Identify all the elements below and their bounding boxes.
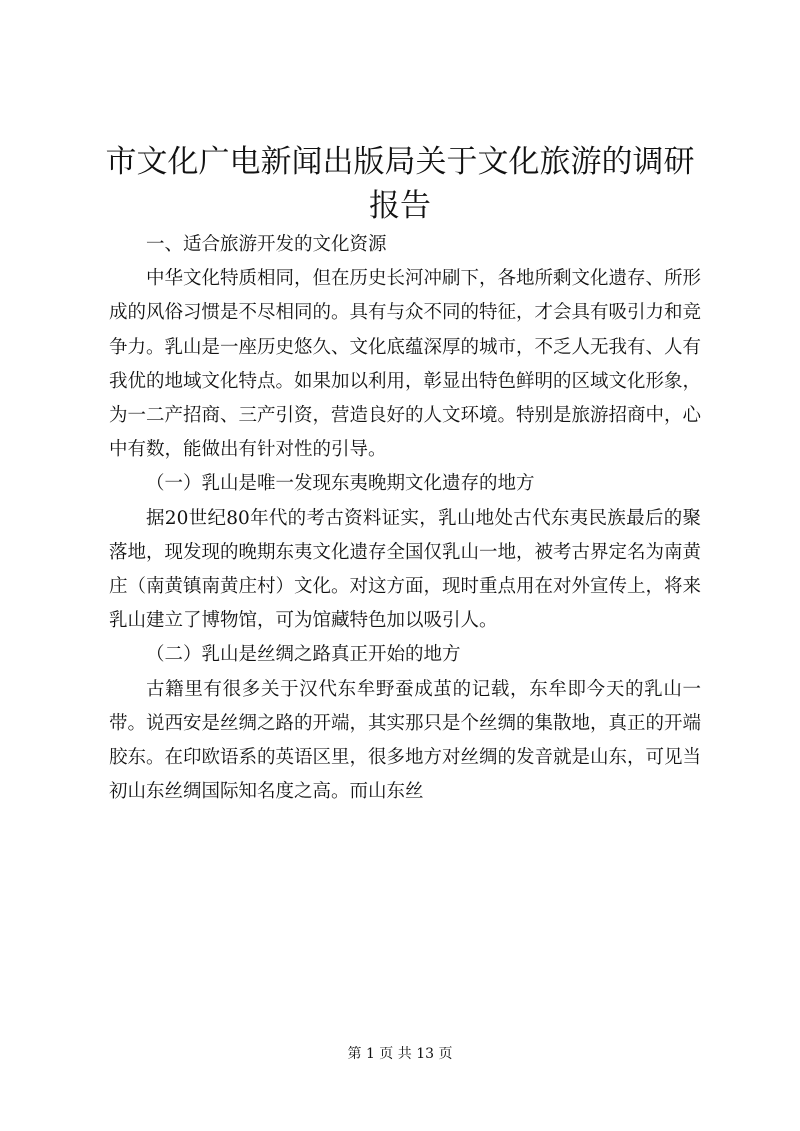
body-paragraph: 古籍里有很多关于汉代东牟野蚕成茧的记载，东牟即今天的乳山一带。说西安是丝绸之路的开端，其实那只是个丝绸的集散地，真正的开端胶东。在印欧语系的英语区里，很多地方对丝绸的发音就是山东，可见当初山东丝绸国际知名度之高。而山东丝	[109, 678, 702, 803]
page-footer: 第 1 页 共 13 页	[347, 1046, 453, 1062]
body-paragraph: 据20世纪80年代的考古资料证实，乳山地处古代东夷民族最后的聚落地，现发现的晚期东夷文化遗存全国仅乳山一地，被考古界定名为南黄庄（南黄镇南黄庄村）文化。对这方面，现时重点用在对外宣传上，将来乳山建立了博物馆，可为馆藏特色加以吸引人。	[109, 507, 702, 632]
subsection-heading-2: （二）乳山是丝绸之路真正开始的地方	[146, 644, 461, 666]
document-body	[109, 228, 701, 809]
document-title: 市文化广电新闻出版局关于文化旅游的调研报告	[105, 144, 695, 224]
body-paragraph: 中华文化特质相同，但在历史长河冲刷下，各地所剩文化遗存、所形成的风俗习惯是不尽相同的。具有与众不同的特征，才会具有吸引力和竞争力。乳山是一座历史悠久、文化底蕴深厚的城市，不乏人无我有、人有我优的地域文化特点。如果加以利用，彰显出特色鲜明的区域文化形象，为一二产招商、三产引资，营造良好的人文环境。特别是旅游招商中，心中有数，能做出有针对性的引导。	[109, 268, 702, 461]
subsection-heading-1: （一）乳山是唯一发现东夷晚期文化遗存的地方	[146, 473, 535, 495]
section-heading-1: 一、适合旅游开发的文化资源	[146, 234, 387, 255]
